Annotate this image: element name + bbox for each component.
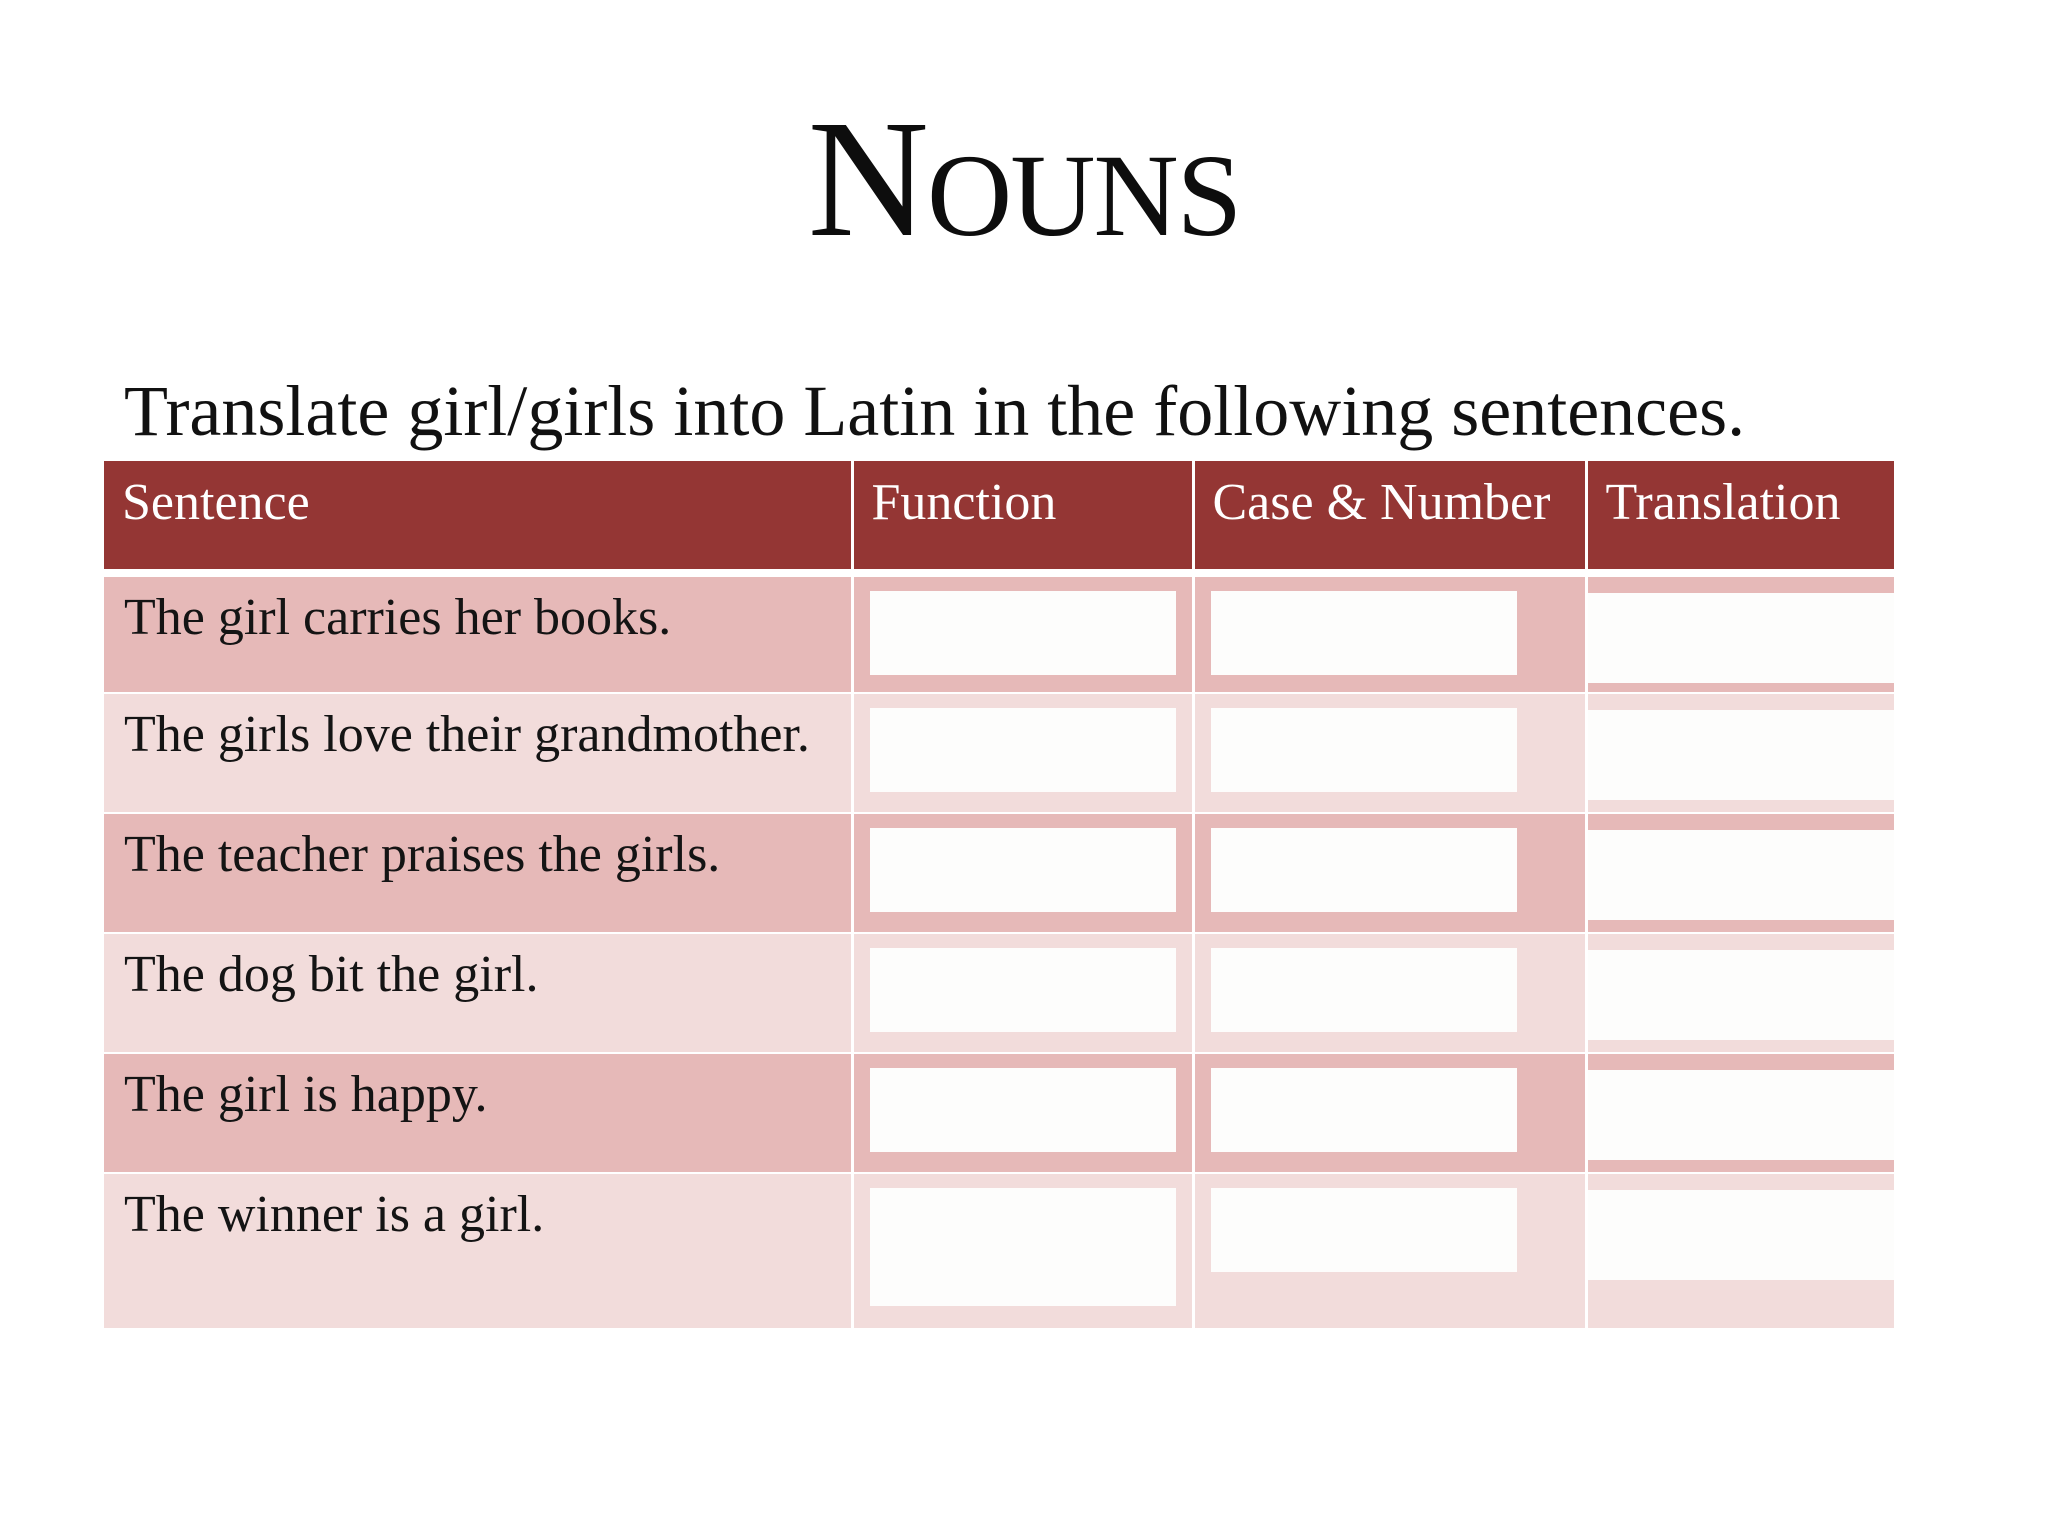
sentence-text: The girl carries her books. (124, 589, 672, 646)
translation-cell (1586, 1173, 1894, 1328)
translation-answer-box[interactable] (1588, 830, 1895, 920)
function-cell (852, 1053, 1193, 1173)
page-title: Nouns (807, 86, 1241, 272)
translation-cell (1586, 693, 1894, 813)
sentence-text: The teacher praises the girls. (124, 826, 721, 883)
sentence-text: The girl is happy. (124, 1066, 488, 1123)
case-number-answer-box[interactable] (1211, 1068, 1517, 1152)
case-number-cell (1193, 1173, 1586, 1328)
column-header-case-number: Case & Number (1193, 461, 1586, 573)
translation-cell (1586, 933, 1894, 1053)
instruction-text: Translate girl/girls into Latin in the following sentences. (124, 371, 1746, 451)
function-answer-box[interactable] (870, 1188, 1176, 1306)
function-cell (852, 693, 1193, 813)
function-answer-box[interactable] (870, 591, 1176, 675)
sentence-text: The winner is a girl. (124, 1186, 545, 1243)
function-answer-box[interactable] (870, 708, 1176, 792)
case-number-cell (1193, 813, 1586, 933)
sentence-cell (104, 573, 852, 693)
translation-answer-box[interactable] (1588, 710, 1895, 800)
function-answer-box[interactable] (870, 948, 1176, 1032)
table-row (104, 573, 1894, 693)
translation-cell (1586, 813, 1894, 933)
table-row (104, 933, 1894, 1053)
case-number-answer-box[interactable] (1211, 948, 1517, 1032)
translation-answer-box[interactable] (1588, 1070, 1895, 1160)
function-answer-box[interactable] (870, 1068, 1176, 1152)
sentence-cell (104, 693, 852, 813)
table-row (104, 1053, 1894, 1173)
sentence-text: The dog bit the girl. (124, 946, 539, 1003)
table-row (104, 1173, 1894, 1328)
case-number-cell (1193, 573, 1586, 693)
table-row (104, 813, 1894, 933)
translation-answer-box[interactable] (1588, 593, 1895, 683)
case-number-answer-box[interactable] (1211, 828, 1517, 912)
case-number-cell (1193, 1053, 1586, 1173)
sentence-cell (104, 813, 852, 933)
function-cell (852, 933, 1193, 1053)
column-header-translation: Translation (1586, 461, 1894, 573)
case-number-answer-box[interactable] (1211, 1188, 1517, 1272)
sentence-text: The girls love their grandmother. (124, 706, 810, 763)
case-number-cell (1193, 933, 1586, 1053)
function-cell (852, 1173, 1193, 1328)
case-number-answer-box[interactable] (1211, 591, 1517, 675)
translation-answer-box[interactable] (1588, 1190, 1895, 1280)
function-cell (852, 573, 1193, 693)
table-header-row (104, 461, 1894, 573)
noun-worksheet-table (104, 461, 1894, 1328)
translation-answer-box[interactable] (1588, 950, 1895, 1040)
sentence-cell (104, 1173, 852, 1328)
sentence-cell (104, 933, 852, 1053)
case-number-answer-box[interactable] (1211, 708, 1517, 792)
table-row (104, 693, 1894, 813)
translation-cell (1586, 573, 1894, 693)
sentence-cell (104, 1053, 852, 1173)
column-header-function: Function (852, 461, 1193, 573)
function-answer-box[interactable] (870, 828, 1176, 912)
column-header-sentence: Sentence (104, 461, 852, 573)
case-number-cell (1193, 693, 1586, 813)
translation-cell (1586, 1053, 1894, 1173)
function-cell (852, 813, 1193, 933)
